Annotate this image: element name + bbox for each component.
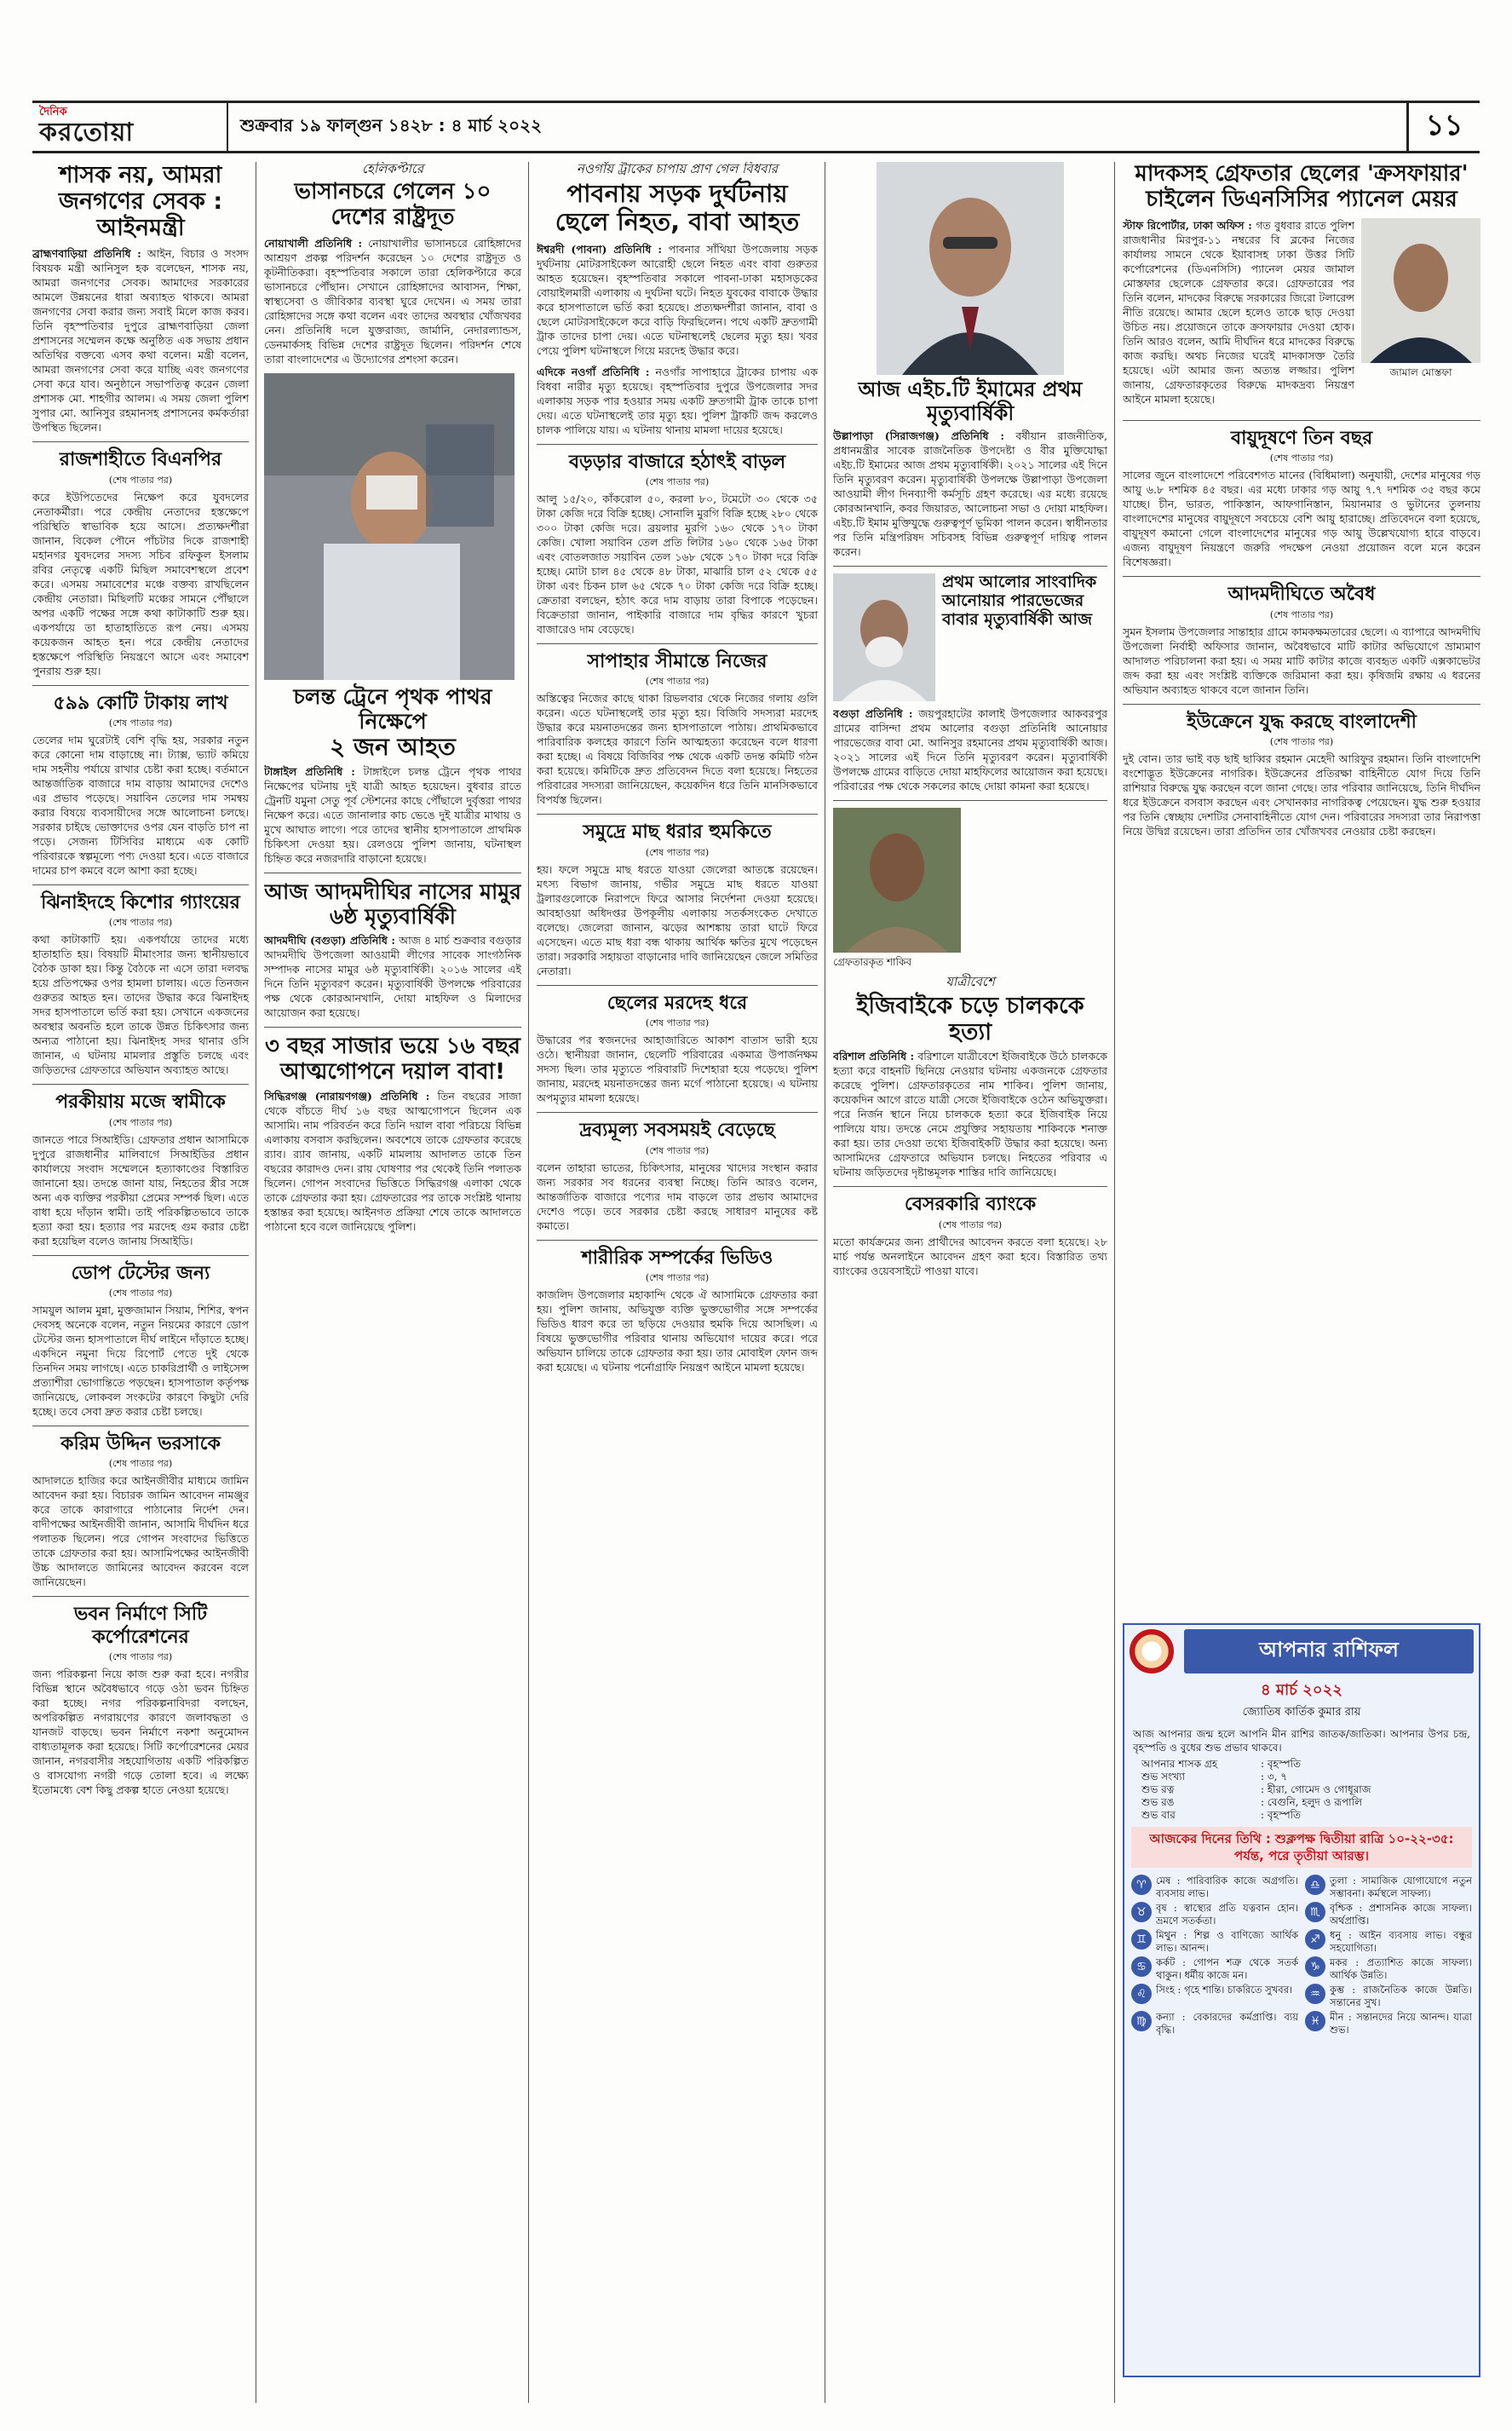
zodiac-forecast: কন্যা : বেকারদের কর্মপ্রাপ্তি। ব্যয় বৃদ্ধি। — [1156, 2011, 1298, 2036]
continued-label: (শেষ পাতার পর) — [645, 1272, 710, 1284]
dateline: শুক্রবার ১৯ ফাল্গুন ১৪২৮ : ৪ মার্চ ২০২২ — [240, 114, 543, 135]
story — [264, 764, 521, 866]
continued-label: (শেষ পাতার পর) — [645, 846, 710, 858]
zodiac-sign-entry — [1131, 1956, 1298, 1982]
continued-label: (শেষ পাতার পর) — [108, 1288, 173, 1299]
kicker: হেলিকপ্টারে — [361, 162, 424, 176]
story-body: দুই বোন। তার ভাই বড় ছাই ছাব্বির রহমান মেহেদী আরিফুর রহমান। তিনি বাংলাদেশি বংশোদ্ভূত ইউক্রেনের নাগরিক। ইউক্রেনের প্রতিরক্ষা বাহিনীতে যোগ দিয়ে তিনি রাশিয়ার বিরুদ্ধে যুদ্ধ করছেন বলে জানা গেছে। তার পরিবার জানিয়েছে, তিনি দীর্ঘদিন ধরে ইউক্রেনে বসবাস করছেন এবং সেখানকার নাগরিকত্ব পেয়েছেন। যুদ্ধ শুরু হওয়ার পর তিনি স্বেচ্ছায় দেশটির সেনাবাহিনীতে যোগ দেন। পরিবারের সদস্যরা তার নিরাপত্তা নিয়ে উদ্বিগ্ন রয়েছেন। তারা প্রতিদিন তার খোঁজখবর নেওয়ার চেষ্টা করছেন। — [1123, 752, 1480, 838]
planet-value: : বেগুনি, হলুদ ও রূপালি — [1261, 1796, 1363, 1808]
story-body: তিন বছরের সাজা থেকে বাঁচতে দীর্ঘ ১৬ বছর আত্মগোপনে ছিলেন এক আসামি। নাম পরিবর্তন করে তিনি দয়াল বাবা পরিচয়ে বিভিন্ন এলাকায় বসবাস করছিলেন। অবশেষে তাকে গ্রেফতার করেছে র‌্যাব। র‌্যাব জানায়, একটি মামলায় আদালত তাকে তিন বছরের কারাদণ্ড দেন। রায় ঘোষণার পর থেকেই তিনি পলাতক ছিলেন। গোপন সংবাদের ভিত্তিতে সিদ্ধিরগঞ্জ এলাকা থেকে তাকে গ্রেফতার করা হয়। গ্রেফতারের পর তাকে সংশ্লিষ্ট থানায় হস্তান্তর করা হয়েছে। আইনগত প্রক্রিয়া শেষে তাকে আদালতে পাঠানো হবে বলে জানিয়েছে পুলিশ। — [264, 1089, 521, 1233]
headline-sub: ২ জন আহত — [330, 733, 456, 762]
continued-label: (শেষ পাতার পর) — [1269, 735, 1334, 747]
planet-row — [1141, 1809, 1462, 1822]
story-title: রাজশাহীতে বিএনপির — [59, 449, 222, 471]
headline: প্রথম আলোর সাংবাদিক আনোয়ার পারভেজের বাবার মৃত্যুবার্ষিকী আজ — [942, 573, 1097, 629]
story — [264, 1089, 521, 1234]
zodiac-sign-entry — [1131, 1984, 1298, 2009]
zodiac-forecast: ধনু : আইন ব্যবসায় লাভ। বন্ধুর সহযোগিতা। — [1330, 1929, 1472, 1954]
newspaper-logo — [32, 103, 228, 151]
story-body: সুমন ইসলাম উপজেলার সান্তাহার গ্রামে কামকক্ষমতারের ছেলে। এ ব্যাপারে আদমদীঘি উপজেলা নির্বাহী অফিসার জানান, অবৈধভাবে মাটি কাটার অভিযোগে ভ্রাম্যমাণ আদালত পরিচালনা করা হয়। এ সময় মাটি কাটার কাজে ব্যবহৃত একটি এক্সকাভেটর জব্দ করা হয় এবং সংশ্লিষ্ট ব্যক্তিকে জরিমানা করা হয়। কৃষিজমি রক্ষায় এ ধরনের অভিযান অব্যাহত থাকবে বলে জানান তিনি। — [1123, 625, 1480, 696]
planet-row — [1141, 1783, 1462, 1796]
headline: আজ আদমদীঘির নাসের মামুর ৬ষ্ঠ মৃত্যুবার্ষিকী — [264, 879, 521, 930]
continued-label: (শেষ পাতার পর) — [938, 1218, 1003, 1230]
zodiac-forecast: কুম্ভ : রাজনৈতিক কাজে উন্নতি। সন্তানের সুখ। — [1330, 1984, 1472, 2008]
horoscope-title: আপনার রাশিফল — [1184, 1629, 1474, 1673]
horoscope-date: ৪ মার্চ ২০২২ — [1261, 1681, 1342, 1699]
continued-label: (শেষ পাতার পর) — [645, 476, 710, 488]
zodiac-forecast: মকর : প্রত্যাশিত কাজে সাফল্য। আর্থিক উন্নতি। — [1330, 1956, 1472, 1981]
arrested-person-photo — [833, 808, 961, 953]
planet-list — [1124, 1756, 1479, 1823]
tithi-banner: আজকের দিনের তিথি : শুক্লপক্ষ দ্বিতীয়া রাত্রি ১০-২২-৩৫: পর্যন্ত, পরে তৃতীয়া আরম্ভ। — [1131, 1827, 1472, 1868]
zodiac-sign-entry — [1305, 1956, 1472, 1982]
story-body: পাবনার সাঁথিয়া উপজেলায় সড়ক দুর্ঘটনায় মোটরসাইকেল আরোহী ছেলে নিহত এবং বাবা গুরুতর আহত হয়েছেন। বৃহস্পতিবার সকালে পাবনা-ঢাকা মহাসড়কের বোয়াইলমারী এলাকায় এ দুর্ঘটনা ঘটে। নিহত যুবকের বাবাকে উদ্ধার করে হাসপাতালে ভর্তি করা হয়েছে। প্রত্যক্ষদর্শীরা জানান, বাবা ও ছেলে মোটরসাইকেলে করে বাড়ি ফিরছিলেন। পথে একটি দ্রুতগামী ট্রাক তাদের চাপা দেয়। এতে ঘটনাস্থলেই ছেলের মৃত্যু হয়। খবর পেয়ে পুলিশ ঘটনাস্থলে গিয়ে মরদেহ উদ্ধার করে। — [537, 242, 818, 357]
story-title: ৫৯৯ কোটি টাকায় লাখ — [53, 692, 228, 714]
planet-row — [1141, 1758, 1462, 1771]
kicker: যাত্রীবেশে — [946, 974, 995, 990]
story-title: ডোপ টেস্টের জন্য — [71, 1262, 210, 1284]
zodiac-forecast: কর্কট : গোপন শত্রু থেকে সতর্ক থাকুন। ধর্মীয় কাজে মন। — [1156, 1956, 1298, 1981]
planet-value: : বৃহস্পতি — [1261, 1758, 1302, 1770]
portrait-illustration — [833, 573, 935, 701]
continued-label: (শেষ পাতার পর) — [108, 1651, 173, 1663]
headline: আজ এইচ.টি ইমামের প্রথম মৃত্যুবার্ষিকী — [858, 377, 1083, 425]
portrait-illustration — [877, 162, 1064, 375]
headline: ভাসানচরে গেলেন ১০ দেশের রাষ্ট্রদূত — [294, 179, 492, 230]
zodiac-7-icon: ♑ — [1305, 1956, 1325, 1977]
zodiac-forecast: সিংহ : গৃহে শান্তি। চাকরিতে সুখবর। — [1156, 1984, 1293, 1996]
byline: আদমদীঘি (বগুড়া) প্রতিনিধি : — [264, 933, 395, 947]
byline: নোয়াখালী প্রতিনিধি : — [264, 236, 363, 250]
continued-label: (শেষ পাতার পর) — [1269, 452, 1334, 464]
planet-key: শুভ রত্ন — [1141, 1783, 1175, 1795]
story-title: করিম উদ্দিন ভরসাকে — [60, 1433, 221, 1455]
lead-headline: পাবনায় সড়ক দুর্ঘটনায় ছেলে নিহত, বাবা আহত — [555, 179, 800, 237]
story-body: জানতে পারে সিআইডি। গ্রেফতার প্রধান আসামিকে দুপুরে রাজধানীর মালিবাগে সিআইডির প্রধান কার্যালয়ে সংবাদ সম্মেলনে হত্যাকাণ্ডের বিস্তারিত জানানো হয়। তদন্তে জানা যায়, নিহতের স্ত্রীর সঙ্গে অন্য এক ব্যক্তির পরকীয়া প্রেমের সম্পর্ক ছিল। এতে বাধা হয়ে দাঁড়ান স্বামী। তাই পরিকল্পিতভাবে তাকে হত্যা করা হয়। হত্যার পর মরদেহ গুম করার চেষ্টা করা হয়েছিল বলেও জানায় সিআইডি। — [32, 1132, 249, 1247]
story — [537, 242, 818, 358]
byline: ঈশ্বরদী (পাবনা) প্রতিনিধি : — [537, 242, 663, 256]
byline: এদিকে নওগাঁ প্রতিনিধি : — [537, 365, 650, 378]
byline: ব্রাহ্মণবাড়িয়া প্রতিনিধি : — [32, 247, 141, 261]
zodiac-sign-entry — [1305, 1929, 1472, 1955]
planet-value: : হীরা, গোমেদ ও গোধূরাজ — [1261, 1783, 1371, 1795]
story-body: অস্তিত্বের নিজের কাছে থাকা রিভলবার থেকে নিজের গলায় গুলি করেন। এতে ঘটনাস্থলেই তার মৃত্যু হয়। বিজিবি সদস্যরা মরদেহ উদ্ধার করে ময়নাতদন্তের জন্য হাসপাতালে পাঠায়। প্রাথমিকভাবে পারিবারিক কলহের কারণে তিনি আত্মহত্যা করেছেন বলে ধারণা করা হচ্ছে। এ বিষয়ে বিজিবির পক্ষ থেকে একটি তদন্ত কমিটি গঠন করা হয়েছে। কমিটিকে দ্রুত প্রতিবেদন দিতে বলা হয়েছে। নিহতের পরিবারের সদস্যরা জানিয়েছেন, কয়েকদিন ধরে তিনি মানসিকভাবে বিপর্যস্ত ছিলেন। — [537, 692, 818, 807]
story — [833, 1049, 1107, 1179]
zodiac-6-icon: ♋ — [1131, 1956, 1152, 1977]
story-body: সাময়ুল আলম মুন্না, মুক্তজামান সিয়াম, শিশির, স্বপন দেবসহ অনেকে বলেন, নতুন নিয়মের কারণে ডোপ টেস্টের জন্য হাসপাতালে দীর্ঘ লাইনে দাঁড়াতে হচ্ছে। একদিনে নমুনা দিয়ে রিপোর্ট পেতে দুই থেকে তিনদিন সময় লাগছে। এতে চাকরিপ্রার্থী ও লাইসেন্স প্রত্যাশীরা ভোগান্তিতে পড়ছেন। হাসপাতাল কর্তৃপক্ষ জানিয়েছে, লোকবল সংকটের কারণে কিছুটা দেরি হচ্ছে। তবে সেবা দ্রুত করার চেষ্টা চলছে। — [32, 1304, 249, 1419]
continued-label: (শেষ পাতার পর) — [108, 474, 173, 486]
zodiac-sign-entry — [1305, 2011, 1472, 2036]
story-body: করে ইউপিতেদের নিক্ষেপ করে যুবদলের নেতাকর্মীরা। পরে কেন্দ্রীয় নেতাদের হস্তক্ষেপে পরিস্থিতি স্বাভাবিক হয়ে আসে। প্রত্যক্ষদর্শীরা জানান, বিকেল পৌনে পাঁচটার দিকে রাজশাহী মহানগর যুবদলের সদস্য সচিব রফিকুল ইসলাম রবির নেতৃত্বে একটি মিছিল সমাবেশস্থলে প্রবেশ করে। এসময় সমাবেশের মঞ্চে বক্তব্য রাখছিলেন কেন্দ্রীয় নেতারা। মিছিলটি মঞ্চের সামনে পৌঁছালে অপর একটি পক্ষের সঙ্গে কথা কাটাকাটি শুরু হয়। একপর্যায়ে তা হাতাহাতিতে রূপ নেয়। এসময় কয়েকজন আহত হন। পরে কেন্দ্রীয় নেতাদের হস্তক্ষেপে পরিস্থিতি নিয়ন্ত্রণে আসে এবং সমাবেশ পুনরায় শুরু হয়। — [32, 490, 249, 677]
story-body: তেলের দাম ঘুরেটাই বেশি বৃদ্ধি হয়, সরকার নতুন করে কোনো দাম বাড়াচ্ছে না। ট্যাক্স, ভ্যাট কমিয়ে দাম সহনীয় পর্যায়ে রাখার চেষ্টা করা হচ্ছে। বর্তমানে আন্তর্জাতিক বাজারে দাম বাড়ায় আমাদের দেশেও এর প্রভাব পড়েছে। সয়াবিন তেলের দাম সমন্বয় করার বিষয়ে ব্যবসায়ীদের সঙ্গে আলোচনা চলছে। সরকার চাইছে ভোক্তাদের ওপর যেন বাড়তি চাপ না পড়ে। সেজন্য টিসিবির মাধ্যমে এক কোটি পরিবারকে স্বল্পমূল্যে পণ্য দেওয়া হবে। এতে বাজারে দামের চাপ কমবে বলে আশা করা হচ্ছে। — [32, 733, 249, 877]
logo-title: করতোয়া — [39, 118, 135, 147]
headline: ৩ বছর সাজার ভয়ে ১৬ বছর আত্মগোপনে দয়াল বাবা! — [265, 1033, 520, 1085]
story-title: ইউক্রেনে যুদ্ধ করছে বাংলাদেশী — [1187, 711, 1417, 733]
headline: ইজিবাইকে চড়ে চালককে হত্যা — [856, 993, 1084, 1046]
zodiac-forecast: তুলা : সামাজিক যোগাযোগে নতুন সম্ভাবনা। কর্মস্থলে সাফল্য। — [1330, 1875, 1472, 1899]
lead-headline: মাদকসহ গ্রেফতার ছেলের 'ক্রসফায়ার' চাইলেন ডিএনসিসির প্যানেল মেয়র — [1135, 162, 1469, 212]
story-title: বড়ড়ার বাজারে হঠাৎই বাড়ল — [568, 451, 786, 473]
story-body: টাঙ্গাইলে চলন্ত ট্রেনে পৃথক পাথর নিক্ষেপের ঘটনায় দুই যাত্রী আহত হয়েছেন। বুধবার রাতে ট্রেনটি যমুনা সেতু পূর্ব স্টেশনের কাছে পৌঁছালে দুর্বৃত্তরা পাথর নিক্ষেপ করে। এতে জানালার কাচ ভেঙে দুই যাত্রীর মাথায় ও মুখে আঘাত লাগে। পরে তাদের স্থানীয় হাসপাতালে প্রাথমিক চিকিৎসা দেওয়া হয়। রেলওয়ে পুলিশ জানায়, ঘটনাস্থল চিহ্নিত করে নজরদারি বাড়ানো হয়েছে। — [264, 765, 521, 866]
zodiac-forecast: বৃষ : স্বাস্থ্যের প্রতি যত্নবান হোন। ভ্রমণে সতর্কতা। — [1156, 1902, 1298, 1927]
zodiac-8-icon: ♌ — [1131, 1984, 1152, 2004]
zodiac-sign-entry — [1131, 1875, 1298, 1900]
continued-label: (শেষ পাতার পর) — [108, 917, 173, 929]
elderly-man-photo — [833, 573, 935, 701]
story-title: সাপাহার সীমান্তে নিজের — [587, 651, 767, 673]
zodiac-2-icon: ♉ — [1131, 1902, 1152, 1922]
planet-row — [1141, 1796, 1462, 1809]
zodiac-11-icon: ♓ — [1305, 2011, 1325, 2031]
photo-caption: গ্রেফতারকৃত শাকিব — [833, 956, 912, 969]
byline: উল্লাপাড়া (সিরাজগঞ্জ) প্রতিনিধি : — [833, 429, 1004, 443]
injured-passenger-photo — [264, 373, 515, 680]
story-body: বর্ষীয়ান রাজনীতিক, প্রধানমন্ত্রীর সাবেক রাজনৈতিক উপদেষ্টা ও বীর মুক্তিযোদ্ধা এইচ.টি ইমামের আজ প্রথম মৃত্যুবার্ষিকী। ২০২১ সালের এই দিনে তিনি মৃত্যুবরণ করেন। মৃত্যুবার্ষিকী উপলক্ষে উল্লাপাড়া উপজেলা আওয়ামী লীগ দিনব্যাপী কর্মসূচি গ্রহণ করেছে। এর মধ্যে রয়েছে কোরআনখানি, কবর জিয়ারত, আলোচনা সভা ও দোয়া মাহফিল। এইচ.টি ইমাম মুক্তিযুদ্ধে গুরুত্বপূর্ণ ভূমিকা পালন করেন। স্বাধীনতার পর তিনি মন্ত্রিপরিষদ সচিবসহ বিভিন্ন গুরুত্বপূর্ণ দায়িত্ব পালন করেন। — [833, 429, 1107, 559]
story — [537, 365, 818, 437]
story-body: জন্য পরিকল্পনা নিয়ে কাজ শুরু করা হবে। নগরীর বিভিন্ন স্থানে অবৈধভাবে গড়ে ওঠা ভবন চিহ্নিত করা হচ্ছে। নগর পরিকল্পনাবিদরা বলছেন, অপরিকল্পিত নগরায়ণের কারণে জলাবদ্ধতা ও যানজট বাড়ছে। ভবন নির্মাণে নকশা অনুমোদন বাধ্যতামূলক করা হয়েছে। সিটি কর্পোরেশনের মেয়র জানান, নগরবাসীর সহযোগিতায় একটি পরিকল্পিত ও বাসযোগ্য নগরী গড়ে তোলা হবে। এ লক্ষ্যে ইতোমধ্যে বেশ কিছু প্রকল্প হাতে নেওয়া হয়েছে। — [32, 1668, 249, 1797]
headline: চলন্ত ট্রেনে পৃথক পাথর নিক্ষেপে — [293, 683, 492, 734]
planet-value: : ৩, ৭ — [1261, 1771, 1288, 1783]
column-3 — [537, 162, 818, 2411]
story — [264, 236, 521, 366]
planet-key: শুভ বার — [1141, 1809, 1176, 1821]
byline: বগুড়া প্রতিনিধি : — [833, 707, 913, 721]
story-title: বেসরকারি ব্যাংকে — [904, 1194, 1037, 1216]
story-body: জয়পুরহাটের কালাই উপজেলার আকবরপুর গ্রামের বাসিন্দা প্রথম আলোর বগুড়া প্রতিনিধি আনোয়ার পারভেজের বাবা মো. আনিসুর রহমানের প্রথম মৃত্যুবার্ষিকী আজ। ২০২১ সালের এই দিনে তিনি মৃত্যুবরণ করেন। মৃত্যুবার্ষিকী উপলক্ষে গ্রামের বাড়িতে দোয়া মাহফিলের আয়োজন করা হয়েছে। পরিবারের পক্ষ থেকে সকলের কাছে দোয়া কামনা করা হয়েছে। — [833, 707, 1107, 793]
zodiac-forecast: মেষ : পারিবারিক কাজে অগ্রগতি। ব্যবসায় লাভ। — [1156, 1875, 1298, 1899]
column-5 — [1123, 162, 1480, 1615]
zodiac-forecast: মীন : সন্তানদের নিয়ে আনন্দ। যাত্রা শুভ। — [1330, 2011, 1472, 2036]
ht-imam-portrait — [877, 162, 1064, 375]
column-1 — [32, 162, 249, 2411]
zodiac-9-icon: ♒ — [1305, 1984, 1325, 2004]
story-title: দ্রব্যমূল্য সবসময়ই বেড়েছে — [579, 1120, 775, 1142]
story-body: আলু ১৫/২০, কাঁকরোল ৫০, করলা ৮০, টমেটো ৩০ থেকে ৩৫ টাকা কেজি দরে বিক্রি হচ্ছে। সোনালি মুরগি বিক্রি হচ্ছে ২৮০ থেকে ৩০০ টাকা কেজি দরে। ব্রয়লার মুরগি ১৬০ থেকে ১৭০ টাকা কেজি। খোলা সয়াবিন তেল প্রতি লিটার ১৬০ থেকে ১৬৫ টাকা এবং বোতলজাত সয়াবিন তেল ১৬৮ থেকে ১৭০ টাকা দরে বিক্রি হচ্ছে। মোটা চাল ৪৫ থেকে ৪৮ টাকা, মাঝারি চাল ৫২ থেকে ৫৫ টাকা এবং চিকন চাল ৬৫ থেকে ৭০ টাকা কেজি দরে বিক্রি হচ্ছে। ক্রেতারা বলছেন, হঠাৎ করে দাম বাড়ায় তারা বিপাকে পড়েছেন। বিক্রেতারা জানান, পাইকারি বাজারে দাম বৃদ্ধির কারণে খুচরা বাজারেও দাম বেড়েছে। — [537, 493, 818, 637]
continued-label: (শেষ পাতার পর) — [108, 1116, 173, 1128]
jamal-mostafa-photo — [1361, 218, 1480, 363]
photo-illustration — [264, 373, 515, 680]
story-body: বলেন তাহারা ভাতের, চিকিৎসার, মানুষের খাদ্যের সংস্থান করার জন্য সরকার সব ধরনের ব্যবস্থা নিচ্ছে। তিনি আরও বলেন, আন্তর্জাতিক বাজারে পণ্যের দাম বাড়লে তার প্রভাব আমাদের দেশেও পড়ে। তবে সরকার চেষ্টা করছে সাধারণ মানুষের কষ্ট কমাতে। — [537, 1161, 818, 1232]
planet-value: : বৃহস্পতি — [1261, 1809, 1302, 1821]
zodiac-wheel-icon — [1130, 1629, 1174, 1673]
planet-key: আপনার শাসক গ্রহ — [1141, 1758, 1218, 1770]
zodiac-0-icon: ♈ — [1131, 1875, 1152, 1895]
byline: সিদ্ধিরগঞ্জ (নারায়ণগঞ্জ) প্রতিনিধি : — [264, 1089, 430, 1103]
story-title: ছেলের মরদেহ ধরে — [607, 992, 748, 1014]
zodiac-sign-entry — [1131, 2011, 1298, 2036]
continued-label: (শেষ পাতার পর) — [645, 676, 710, 688]
zodiac-sign-entry — [1131, 1902, 1298, 1927]
story-body: আজ ৪ মার্চ শুক্রবার বগুড়ার আদমদীঘি উপজেলা আওয়ামী লীগের সাবেক সাংগঠনিক সম্পাদক নাসের মামুর ৬ষ্ঠ মৃত্যুবার্ষিকী। ২০১৬ সালের এই দিনে তিনি মৃত্যুবরণ করেন। মৃত্যুবার্ষিকী উপলক্ষে পরিবারের পক্ষ থেকে কোরআনখানি, দোয়া মাহফিল ও মিলাদের আয়োজন করা হয়েছে। — [264, 933, 521, 1019]
zodiac-sign-entry — [1305, 1902, 1472, 1927]
column-divider — [1114, 162, 1115, 2403]
zodiac-forecast: বৃশ্চিক : প্রশাসনিক কাজে সাফল্য। অর্থপ্রাপ্তি। — [1330, 1902, 1472, 1927]
continued-label: (শেষ পাতার পর) — [108, 717, 173, 729]
zodiac-3-icon: ♏ — [1305, 1902, 1325, 1922]
column-4 — [833, 162, 1107, 2411]
portrait-illustration — [1361, 218, 1480, 363]
story — [833, 706, 1107, 793]
horoscope-intro: আজ আপনার জন্ম হলে আপনি মীন রাশির জাতক/জাতিকা। আপনার উপর চন্দ্র, বৃহস্পতি ও বুধের শুভ প্রভাব থাকবে। — [1133, 1728, 1470, 1754]
zodiac-1-icon: ♎ — [1305, 1875, 1325, 1895]
continued-label: (শেষ পাতার পর) — [108, 1458, 173, 1470]
continued-label: (শেষ পাতার পর) — [645, 1017, 710, 1029]
story-title: ঝিনাইদহে কিশোর গ্যাংয়ের — [41, 891, 240, 913]
story-body: গত বুধবার রাতে পুলিশ রাজধানীর মিরপুর-১১ নম্বরের বি ব্লকের নিজের কার্যালয় সামনে থেকে ইয়াবাসহ ঢাকা উত্তর সিটি কর্পোরেশনের (ডিএনসিসি) প্যানেল মেয়র জামাল মোস্তফার ছেলেকে গ্রেফতার করে। গ্রেফতারের পর তিনি বলেন, মাদকের বিরুদ্ধে সরকারের জিরো টলারেন্স নীতি রয়েছে। আমার ছেলে হলেও তাকে ছাড় দেওয়া উচিত নয়। প্রয়োজনে তাকে ক্রসফায়ার দেওয়া হোক। তিনি আরও বলেন, আমি দীর্ঘদিন ধরে মাদকের বিরুদ্ধে কাজ করছি। অথচ নিজের ঘরেই মাদকাসক্ত তৈরি হয়েছে। এটা আমার জন্য অত্যন্ত লজ্জার। পুলিশ জানায়, গ্রেফতারকৃতের বিরুদ্ধে মাদকদ্রব্য নিয়ন্ত্রণ আইনে মামলা হয়েছে। — [1123, 218, 1354, 406]
zodiac-sign-entry — [1305, 1984, 1472, 2009]
story-body: হয়। ফলে সমুদ্রে মাছ ধরতে যাওয়া জেলেরা আতঙ্কে রয়েছেন। মৎস্য বিভাগ জানায়, গভীর সমুদ্রে মাছ ধরতে যাওয়া ট্রলারগুলোকে নিরাপদে ফিরে আসার নির্দেশনা দেওয়া হয়েছে। আবহাওয়া অধিদপ্তর উপকূলীয় এলাকায় সতর্কসংকেত দেখাতে বলেছে। জেলেরা জানান, ঝড়ের আশঙ্কায় তারা ঘাটে ফিরে এসেছেন। এতে মাছ ধরা বন্ধ থাকায় আর্থিক ক্ষতির মুখে পড়েছেন তারা। সরকারি সহায়তা বাড়ানোর দাবি জানিয়েছেন জেলে সমিতির নেতারা। — [537, 862, 818, 977]
zodiac-sign-entry — [1131, 1929, 1298, 1955]
byline: স্টাফ রিপোর্টার, ঢাকা অফিস : — [1123, 218, 1252, 232]
story — [833, 429, 1107, 559]
column-2 — [264, 162, 521, 2411]
horoscope-author: জ্যোতিষ কার্তিক কুমার রায় — [1242, 1706, 1361, 1719]
story-title: আদমদীঘিতে অবৈধ — [1227, 584, 1376, 606]
zodiac-sign-entry — [1305, 1875, 1472, 1900]
photo-caption: জামাল মোস্তফা — [1389, 366, 1452, 378]
zodiac-5-icon: ♐ — [1305, 1929, 1325, 1950]
zodiac-10-icon: ♍ — [1131, 2011, 1152, 2031]
zodiac-4-icon: ♊ — [1131, 1929, 1152, 1950]
story-title: ভবন নির্মাণে সিটি কর্পোরেশনের — [73, 1604, 208, 1648]
story-body: উদ্ধারের পর স্বজনদের আহাজারিতে আকাশ বাতাস ভারী হয়ে ওঠে। স্থানীয়রা জানান, ছেলেটি পরিবারের একমাত্র উপার্জনক্ষম সদস্য ছিল। তার মৃত্যুতে পরিবারটি দিশেহারা হয়ে পড়েছে। পুলিশ জানায়, মরদেহ ময়নাতদন্তের জন্য মর্গে পাঠানো হয়েছে। এ ঘটনায় অপমৃত্যুর মামলা হয়েছে। — [537, 1034, 818, 1105]
story-body: আইন, বিচার ও সংসদ বিষয়ক মন্ত্রী আনিসুল হক বলেছেন, শাসক নয়, আমরা জনগণের সেবক। আমাদের সরকারের আমলে উন্নয়নের ধারা অব্যাহত থাকবে। আমরা জনগণের সেবা করার জন্য সবাই মিলে কাজ করব। তিনি বৃহস্পতিবার দুপুরে ব্রাহ্মণবাড়িয়া জেলা প্রশাসনের সম্মেলন কক্ষে অনুষ্ঠিত এক সভায় প্রধান অতিথির বক্তব্যে এসব কথা বলেন। মন্ত্রী বলেন, আমরা জনগণের সেবা করে যাচ্ছি এবং জনগণের সেবা করে যাব। অনুষ্ঠানে সভাপতিত্ব করেন জেলা প্রশাসক মো. শাহগীর আলম। এ সময় জেলা পুলিশ সুপার মো. আনিসুর রহমানসহ প্রশাসনের কর্মকর্তারা উপস্থিত ছিলেন। — [32, 247, 249, 435]
story-with-photo — [1123, 218, 1480, 413]
story-with-photo — [833, 573, 1107, 701]
photo-block — [1361, 218, 1480, 413]
masthead — [32, 101, 1480, 153]
byline: বরিশাল প্রতিনিধি : — [833, 1050, 915, 1063]
zodiac-forecast: মিথুন : শিল্প ও বাণিজ্যে আর্থিক লাভ। আনন্দ। — [1156, 1929, 1298, 1954]
horoscope-header — [1124, 1625, 1479, 1678]
story-body: কাজলিদ উপজেলার মহাকান্দি থেকে ঐ আসামিকে গ্রেফতার করা হয়। পুলিশ জানায়, অভিযুক্ত ব্যক্তি ভুক্তভোগীর সঙ্গে সম্পর্কের ভিডিও ধারণ করে তা ছড়িয়ে দেওয়ার হুমকি দিয়ে আসছিল। এ বিষয়ে ভুক্তভোগীর পরিবার থানায় অভিযোগ দায়ের করে। পরে অভিযান চালিয়ে তাকে গ্রেফতার করা হয়। তার মোবাইল ফোন জব্দ করা হয়েছে। এ ঘটনায় পর্নোগ্রাফি নিয়ন্ত্রণ আইনে মামলা হয়েছে। — [537, 1288, 818, 1374]
story-title: সমুদ্রে মাছ ধরার হুমকিতে — [583, 821, 772, 844]
story-body: আদালতে হাজির করে আইনজীবীর মাধ্যমে জামিন আবেদন করা হয়। বিচারক জামিন আবেদন নামঞ্জুর করে তাকে কারাগারে পাঠানোর নির্দেশ দেন। বাদীপক্ষের আইনজীবী জানান, আসামি দীর্ঘদিন ধরে পলাতক ছিলেন। পরে গোপন সংবাদের ভিত্তিতে তাকে গ্রেফতার করা হয়। আসামিপক্ষের আইনজীবী উচ্চ আদালতে জামিনের আবেদন করবেন বলে জানিয়েছেন। — [32, 1474, 249, 1589]
portrait-illustration — [833, 808, 961, 953]
kicker: নওগাঁয় ট্রাকের চাপায় প্রাণ গেল বিধবার — [576, 162, 779, 176]
story-body: নোয়াখালীর ভাসানচরে রোহিঙ্গাদের আশ্রয়ণ প্রকল্প পরিদর্শন করেছেন ১০ দেশের রাষ্ট্রদূত ও কূটনীতিকরা। বৃহস্পতিবার সকালে তারা হেলিকপ্টারে করে ভাসানচরে পৌঁছান। সেখানে রোহিঙ্গাদের আবাসন, শিক্ষা, স্বাস্থ্যসেবা ও জীবিকার ব্যবস্থা ঘুরে দেখেন। এ সময় তারা রোহিঙ্গাদের সঙ্গে কথা বলেন এবং তাদের অবস্থার খোঁজখবর নেন। প্রতিনিধি দলে যুক্তরাজ্য, জার্মানি, নেদারল্যান্ডস, ডেনমার্কসহ বিভিন্ন দেশের রাষ্ট্রদূত ছিলেন। পরিদর্শন শেষে তারা বাংলাদেশের এ উদ্যোগের প্রশংসা করেন। — [264, 236, 521, 366]
horoscope-box — [1123, 1623, 1480, 2377]
story-title: পরকীয়ায় মজে স্বামীকে — [55, 1092, 226, 1114]
story-title: বায়ুদূষণে তিন বছর — [1230, 427, 1373, 449]
lead-story — [32, 246, 249, 435]
byline: টাঙ্গাইল প্রতিনিধি : — [264, 765, 355, 779]
continued-label: (শেষ পাতার পর) — [1269, 608, 1334, 620]
page-number: ১১ — [1406, 103, 1480, 151]
column-divider — [528, 162, 529, 2403]
story-body: মতো কার্যক্রমের জন্য প্রার্থীদের আবেদন করতে বলা হয়েছে। ২৮ মার্চ পর্যন্ত অনলাইনে আবেদন গ্রহণ করা হবে। বিস্তারিত তথ্য ব্যাংকের ওয়েবসাইটে পাওয়া যাবে। — [833, 1235, 1107, 1277]
logo-subtitle: দৈনিক — [39, 106, 67, 118]
story-body: বরিশালে যাত্রীবেশে ইজিবাইকে উঠে চালককে হত্যা করে বাহনটি ছিনিয়ে নেওয়ার ঘটনায় একজনকে গ্রেফতার করেছে পুলিশ। গ্রেফতারকৃতের নাম শাকিব। পুলিশ জানায়, কয়েকদিন আগে রাতে যাত্রী সেজে ইজিবাইকে ওঠেন অভিযুক্তরা। পরে নির্জন স্থানে নিয়ে চালককে হত্যা করে ইজিবাইক নিয়ে পালিয়ে যায়। তদন্তে নেমে প্রযুক্তির সহায়তায় শাকিবকে শনাক্ত করা হয়। তার দেওয়া তথ্যে ইজিবাইকটি উদ্ধার করা হয়েছে। অন্য আসামিদের গ্রেফতারে অভিযান চলছে। নিহতের পরিবার এ ঘটনায় জড়িতদের দৃষ্টান্তমূলক শাস্তির দাবি জানিয়েছে। — [833, 1050, 1107, 1179]
story-body: কথা কাটাকাটি হয়। একপর্যায়ে তাদের মধ্যে হাতাহাতি হয়। বিষয়টি মীমাংসার জন্য স্থানীয়ভাবে বৈঠক ডাকা হয়। কিন্তু বৈঠকে না এসে তারা দলবদ্ধ হয়ে প্রতিপক্ষের ওপর হামলা চালায়। এতে তিনজন গুরুতর আহত হন। তাদের উদ্ধার করে ঝিনাইদহ সদর হাসপাতালে ভর্তি করা হয়। সেখানে একজনের অবস্থার অবনতি হলে তাকে উন্নত চিকিৎসার জন্য অন্যত্র পাঠানো হয়। ঝিনাইদহ সদর থানার ওসি জানান, এ ঘটনায় মামলার প্রস্তুতি চলছে এবং জড়িতদের গ্রেফতারে অভিযান অব্যাহত আছে। — [32, 933, 249, 1077]
story-body: সালের জুনে বাংলাদেশে পরিবেশগত মানের (বিধিমালা) অনুযায়ী, দেশের মানুষের গড় আয়ু ৬.৮ দশমিক ৪৫ বছর। এর মধ্যে ঢাকার গড় আয়ু ৭.৭ দশমিক ৩৫ বছর কমে যাচ্ছে। চীন, ভারত, পাকিস্তান, আফগানিস্তান, মিয়ানমার ও ভুটানের তুলনায় বাংলাদেশের মানুষের বায়ুদূষণে সবচেয়ে বেশি আয়ু হারাচ্ছে। প্রতিবেদনে বলা হয়েছে, বায়ুদূষণ কমানো গেলে বাংলাদেশের মানুষের গড় আয়ু উল্লেখযোগ্য হারে বাড়বে। এজন্য বায়ুদূষণ নিয়ন্ত্রণে জরুরি পদক্ষেপ নেওয়া প্রয়োজন বলে মনে করেন বিশেষজ্ঞরা। — [1123, 469, 1480, 569]
planet-key: শুভ রঙ — [1141, 1796, 1175, 1808]
planet-row — [1141, 1771, 1462, 1783]
lead-headline: শাসক নয়, আমরা জনগণের সেবক : আইনমন্ত্রী — [58, 162, 223, 242]
story-title: শারীরিক সম্পর্কের ভিডিও — [581, 1247, 773, 1269]
zodiac-signs-grid — [1124, 1871, 1479, 2040]
planet-key: শুভ সংখ্যা — [1141, 1771, 1186, 1783]
story-body: নওগাঁর সাপাহারে ট্রাকের চাপায় এক বিধবা নারীর মৃত্যু হয়েছে। বৃহস্পতিবার দুপুরে উপজেলার সদর এলাকায় সড়ক পার হওয়ার সময় একটি দ্রুতগামী ট্রাক তাকে চাপা দেয়। এতে ঘটনাস্থলেই তার মৃত্যু হয়। পুলিশ ট্রাকটি জব্দ করলেও চালক পালিয়ে যায়। এ ঘটনায় থানায় মামলা দায়ের হয়েছে। — [537, 365, 818, 436]
story — [264, 933, 521, 1020]
continued-label: (শেষ পাতার পর) — [645, 1144, 710, 1156]
story — [1123, 218, 1354, 406]
